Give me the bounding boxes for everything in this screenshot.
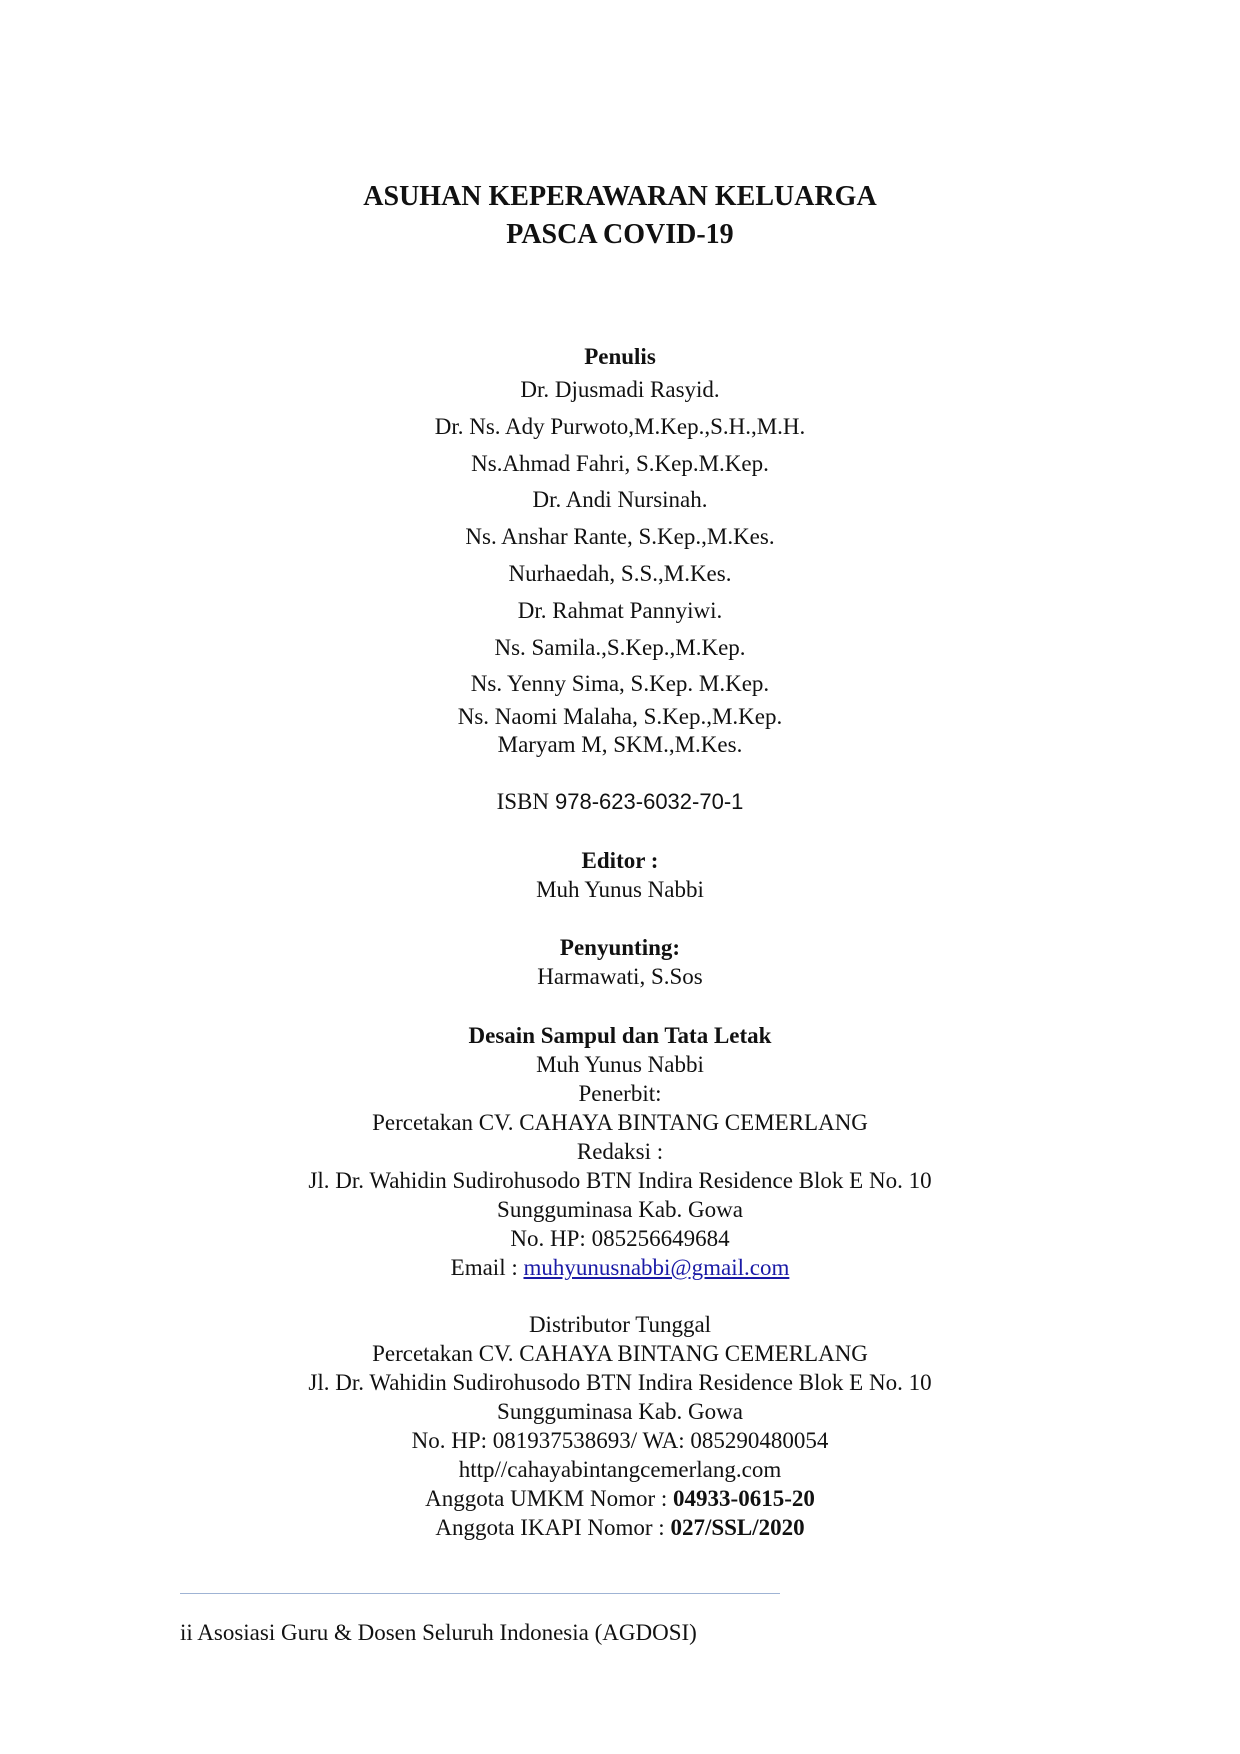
author-name: Dr. Ns. Ady Purwoto,M.Kep.,S.H.,M.H. <box>434 413 806 439</box>
email-label: Email : <box>450 1255 524 1280</box>
editor-name: Muh Yunus Nabbi <box>536 877 704 902</box>
author-name: Ns. Yenny Sima, S.Kep. M.Kep. <box>470 671 770 697</box>
publisher-name: Percetakan CV. CAHAYA BINTANG CEMERLANG <box>372 1110 868 1135</box>
umkm-membership-line <box>0 1484 1240 1513</box>
distributor-phone: No. HP: 081937538693/ WA: 085290480054 <box>411 1428 829 1453</box>
umkm-label: Anggota UMKM Nomor : <box>425 1486 674 1511</box>
distributor-section <box>0 1310 1240 1542</box>
author-name: Maryam M, SKM.,M.Kes. <box>497 732 743 758</box>
author-name: Dr. Djusmadi Rasyid. <box>520 377 720 402</box>
footer-divider <box>180 1593 780 1594</box>
author-name: Nurhaedah, S.S.,M.Kes. <box>508 560 732 586</box>
publisher-address-line-2: Sungguminasa Kab. Gowa <box>497 1197 743 1222</box>
publisher-email-line <box>0 1253 1240 1282</box>
cover-designer-name: Muh Yunus Nabbi <box>536 1052 704 1077</box>
author-name: Ns. Naomi Malaha, S.Kep.,M.Kep. <box>457 704 783 730</box>
author-name: Ns. Anshar Rante, S.Kep.,M.Kes. <box>465 524 775 550</box>
editor-heading: Editor : <box>581 848 659 873</box>
distributor-address-line-2: Sungguminasa Kab. Gowa <box>497 1399 743 1424</box>
book-title-line-1: ASUHAN KEPERAWARAN KELUARGA <box>363 181 877 212</box>
ikapi-number: 027/SSL/2020 <box>670 1515 805 1540</box>
umkm-number: 04933-0615-20 <box>673 1486 815 1511</box>
distributor-name: Percetakan CV. CAHAYA BINTANG CEMERLANG <box>372 1341 868 1366</box>
distributor-heading: Distributor Tunggal <box>528 1312 712 1337</box>
distributor-address-line-1: Jl. Dr. Wahidin Sudirohusodo BTN Indira Residence Blok E No. 10 <box>308 1370 932 1395</box>
ikapi-label: Anggota IKAPI Nomor : <box>435 1515 671 1540</box>
penyunting-section <box>0 933 1240 991</box>
book-title-line-2: PASCA COVID-19 <box>506 219 734 250</box>
penyunting-heading: Penyunting: <box>559 935 681 960</box>
book-title <box>0 178 1240 254</box>
penyunting-name: Harmawati, S.Sos <box>537 964 703 989</box>
authors-section <box>0 342 1240 759</box>
cover-design-heading: Desain Sampul dan Tata Letak <box>468 1023 772 1048</box>
author-name: Dr. Andi Nursinah. <box>532 487 708 513</box>
publisher-section <box>0 1021 1240 1282</box>
author-name: Dr. Rahmat Pannyiwi. <box>517 597 723 623</box>
author-name: Ns. Samila.,S.Kep.,M.Kep. <box>494 634 746 660</box>
author-name: Ns.Ahmad Fahri, S.Kep.M.Kep. <box>471 450 769 476</box>
isbn-line <box>0 788 1240 816</box>
ikapi-membership-line <box>0 1513 1240 1542</box>
publisher-address-line-1: Jl. Dr. Wahidin Sudirohusodo BTN Indira Residence Blok E No. 10 <box>308 1168 932 1193</box>
authors-heading: Penulis <box>584 344 656 369</box>
editor-section <box>0 846 1240 904</box>
redaksi-label: Redaksi : <box>576 1139 664 1164</box>
email-link[interactable]: muhyunusnabbi@gmail.com <box>523 1255 790 1280</box>
publisher-phone: No. HP: 085256649684 <box>510 1226 730 1251</box>
page-footer: ii Asosiasi Guru & Dosen Seluruh Indonesia (AGDOSI) <box>180 1620 697 1645</box>
isbn-label: ISBN <box>496 789 550 814</box>
isbn-number: 978-623-6032-70-1 <box>555 789 744 814</box>
penerbit-label: Penerbit: <box>578 1081 662 1106</box>
distributor-website: http//cahayabintangcemerlang.com <box>458 1457 782 1482</box>
